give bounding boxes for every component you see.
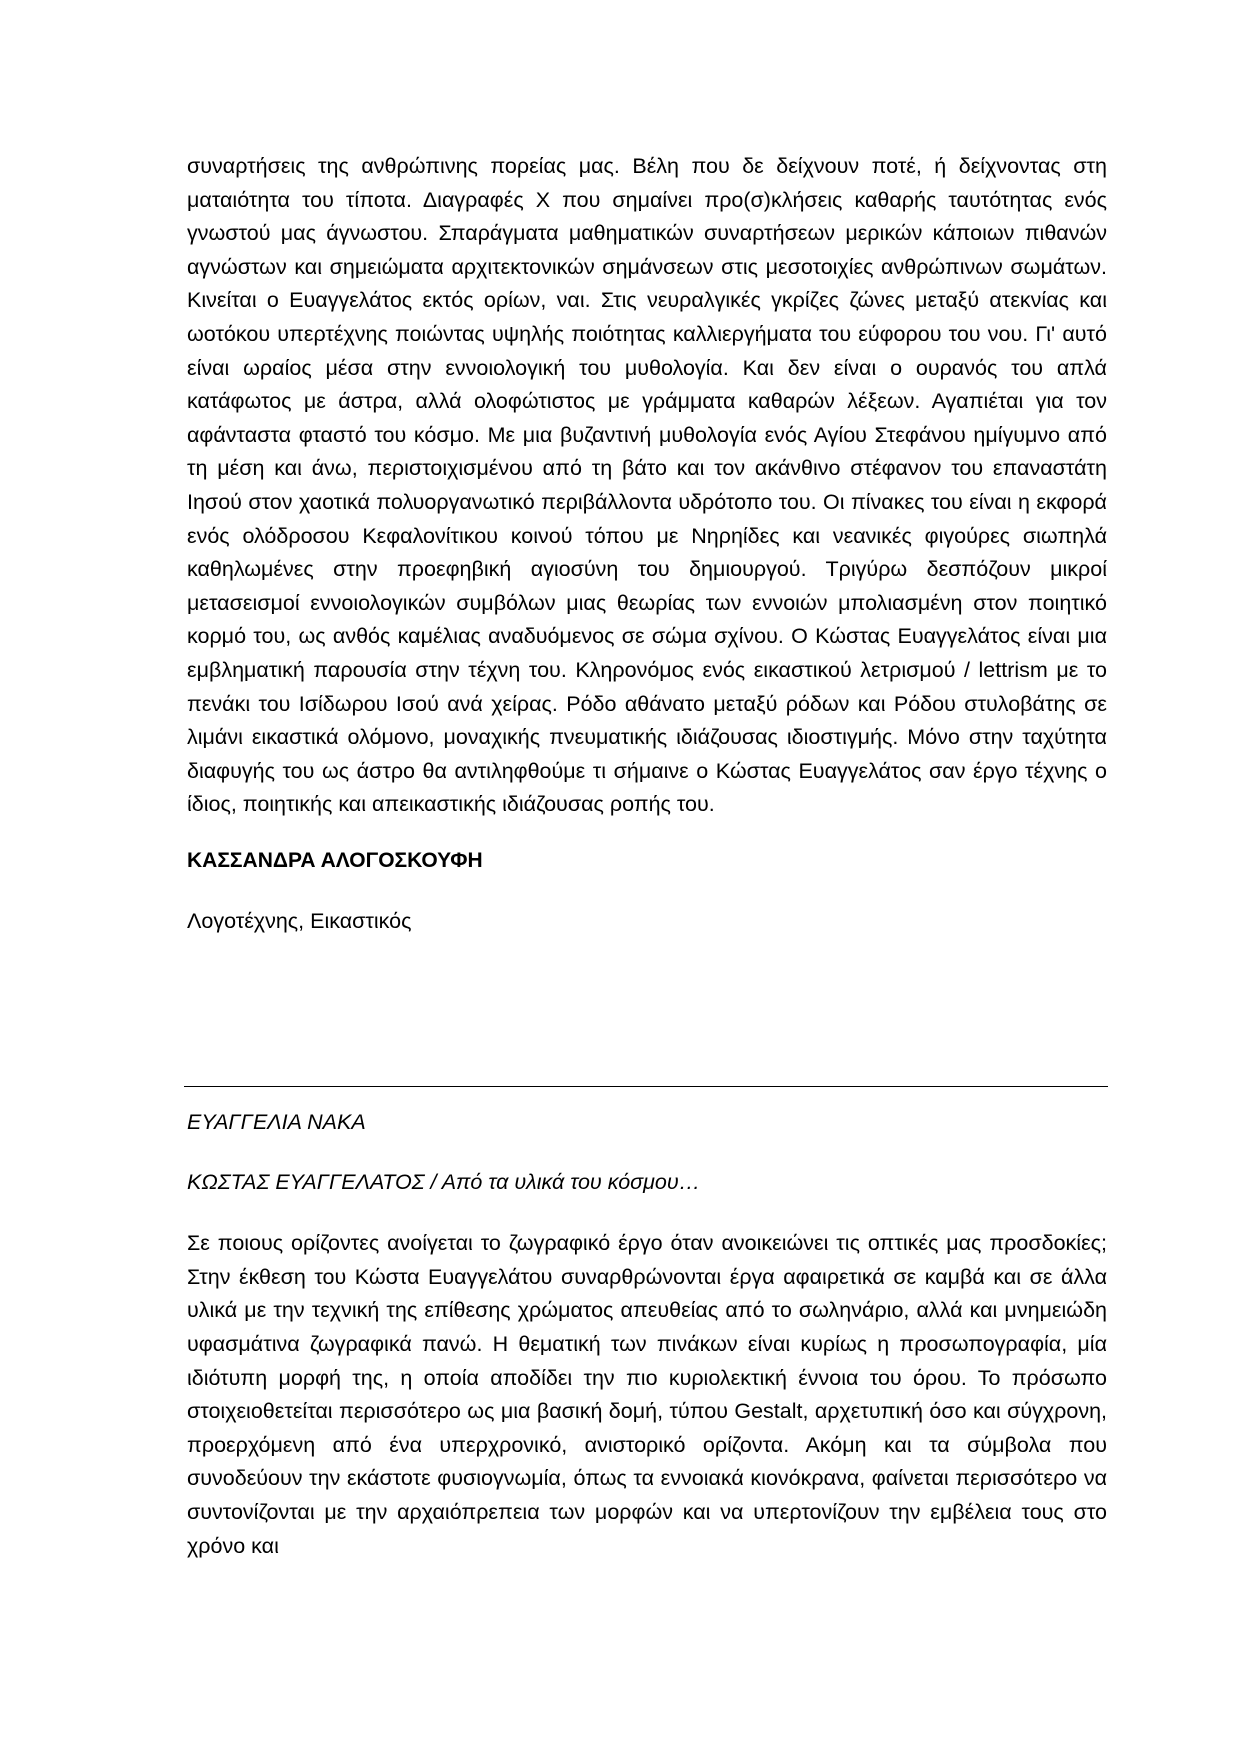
essay-one-author: ΚΑΣΣΑΝΔΡΑ ΑΛΟΓΟΣΚΟΥΦΗ: [187, 848, 483, 872]
essay-two-author: ΕΥΑΓΓΕΛΙΑ ΝΑΚΑ: [187, 1110, 366, 1134]
essay-one: [187, 150, 1107, 939]
essay-two-title: ΚΩΣΤΑΣ ΕΥΑΓΓΕΛΑΤΟΣ / Από τα υλικά του κόσμου…: [187, 1169, 701, 1194]
essay-one-author-role: Λογοτέχνης, Εικαστικός: [187, 909, 412, 934]
section-divider: [184, 1086, 1108, 1087]
essay-two-body: Σε ποιους ορίζοντες ανοίγεται το ζωγραφικό έργο όταν ανοικειώνει τις οπτικές μας προσδοκίες; Στην έκθεση του Κώστα Ευαγγελάτου συναρθρώνονται έργα αφαιρετικά σε καμβά και σε άλλα υλικά με την τεχνική της επίθεσης χρώματος απευθείας από το σωληνάριο, αλλά και μνημειώδη υφασμάτινα ζωγραφικά πανώ. Η θεματική των πινάκων είναι κυρίως η προσωπογραφία, μία ιδιότυπη μορφή της, η οποία αποδίδει την πιο κυριολεκτική έννοια του όρου. Το πρόσωπο στοιχειοθετείται περισσότερο ως μια βασική δομή, τύπου Gestalt, αρχετυπική όσο και σύγχρονη, προερχόμενη από ένα υπερχρονικό, ανιστορικό ορίζοντα. Ακόμη και τα σύμβολα που συνοδεύουν την εκάστοτε φυσιογνωμία, όπως τα εννοιακά κιονόκρανα, φαίνεται περισσότερο να συντονίζονται με την αρχαιόπρεπεια των μορφών και να υπερτονίζουν την εμβέλεια τους στο χρόνο και: [187, 1231, 1107, 1558]
essay-two: [187, 1106, 1107, 1563]
essay-one-body: συναρτήσεις της ανθρώπινης πορείας μας. Βέλη που δε δείχνουν ποτέ, ή δείχνοντας στη ματαιότητα του τίποτα. Διαγραφές Χ που σημαίνει προ(σ)κλήσεις καθαρής ταυτότητας ενός γνωστού μας άγνωστου. Σπαράγματα μαθηματικών συναρτήσεων μερικών κάποιων πιθανών αγνώστων και σημειώματα αρχιτεκτονικών σημάνσεων στις μεσοτοιχίες ανθρώπινων σωμάτων. Κινείται ο Ευαγγελάτος εκτός ορίων, ναι. Στις νευραλγικές γκρίζες ζώνες μεταξύ ατεκνίας και ωοτόκου υπερτέχνης ποιώντας υψηλής ποιότητας καλλιεργήματα του εύφορου του νου. Γι' αυτό είναι ωραίος μέσα στην εννοιολογική του μυθολογία. Και δεν είναι ο ουρανός του απλά κατάφωτος με άστρα, αλλά ολοφώτιστος με γράμματα καθαρών λέξεων. Αγαπιέται για τον αφάνταστα φταστό του κόσμο. Με μια βυζαντινή μυθολογία ενός Αγίου Στεφάνου ημίγυμνο από τη μέση και άνω, περιστοιχισμένου από τη βάτο και τον ακάνθινο στέφανον του επαναστάτη Ιησού στον χαοτικά πολυοργανωτικό περιβάλλοντα υδρότοπο του. Οι πίνακες του είναι η εκφορά ενός ολόδροσου Κεφαλονίτικου κοινού τόπου με Νηρηίδες και νεανικές φιγούρες σιωπηλά καθηλωμένες στην προεφηβική αγιοσύνη του δημιουργού. Τριγύρω δεσπόζουν μικροί μετασεισμοί εννοιολογικών συμβόλων μιας θεωρίας των εννοιών μπολιασμένη στον ποιητικό κορμό του, ως ανθός καμέλιας αναδυόμενος σε σώμα σχίνου. Ο Κώστας Ευαγγελάτος είναι μια εμβληματική παρουσία στην τέχνη του. Κληρονόμος ενός εικαστικού λετρισμού / lettrism με το πενάκι του Ισίδωρου Ισού ανά χείρας. Ρόδο αθάνατο μεταξύ ρόδων και Ρόδου στυλοβάτης σε λιμάνι εικαστικά ολόμονο, μοναχικής πνευματικής ιδιάζουσας ιδιοστιγμής. Μόνο στην ταχύτητα διαφυγής του ως άστρο θα αντιληφθούμε τι σήμαινε ο Κώστας Ευαγγελάτος σαν έργο τέχνης ο ίδιος, ποιητικής και απεικαστικής ιδιάζουσας ροπής του.: [187, 154, 1107, 817]
